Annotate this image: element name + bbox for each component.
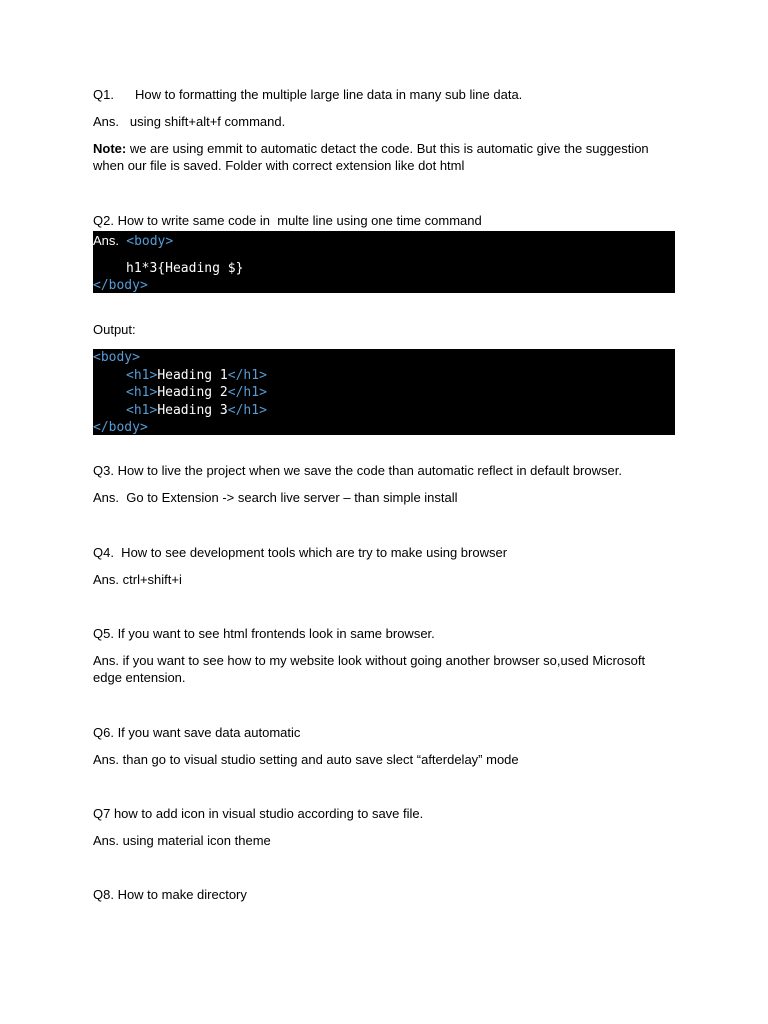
question-1: [93, 86, 675, 103]
question-7: Q7 how to add icon in visual studio according to save file.: [93, 806, 424, 821]
output-close-body-tag: </body>: [93, 420, 148, 435]
code-answer-prefix: Ans.: [93, 233, 127, 248]
note-paragraph: [93, 140, 675, 174]
document-page: [93, 86, 675, 903]
question-5: Q5. If you want to see html frontends look in same browser.: [93, 626, 435, 641]
output-line-1: <h1>Heading 1</h1>: [126, 367, 267, 383]
output-line-2: <h1>Heading 2</h1>: [126, 385, 267, 400]
output-open-body-tag: <body>: [93, 350, 140, 365]
answer-3: Ans. Go to Extension -> search live server – than simple install: [93, 490, 458, 505]
question-4: Q4. How to see development tools which are try to make using browser: [93, 545, 508, 560]
note-text: we are using emmit to automatic detact the code. But this is automatic give the suggestion when our file is saved. Folder with correct extension like dot html: [93, 141, 653, 173]
output-label: Output:: [93, 322, 136, 337]
question-2: Q2. How to write same code in multe line using one time command: [93, 213, 482, 228]
code-close-body-tag: </body>: [93, 278, 148, 293]
answer-4: Ans. ctrl+shift+i: [93, 572, 182, 587]
code-block-emmet: [93, 231, 675, 293]
question-6: Q6. If you want save data automatic: [93, 725, 301, 740]
code-open-body-tag: <body>: [126, 234, 174, 249]
answer-5: Ans. if you want to see how to my website look without going another browser so,used Microsoft edge entension.: [93, 653, 649, 685]
output-line-3: <h1>Heading 3</h1>: [126, 402, 267, 418]
answer-6: Ans. than go to visual studio setting and auto save slect “afterdelay” mode: [93, 752, 519, 767]
question-8: Q8. How to make directory: [93, 887, 247, 902]
question-1-text: How to formatting the multiple large line data in many sub line data.: [134, 87, 523, 102]
answer-1: Ans. using shift+alt+f command.: [93, 114, 286, 129]
answer-7: Ans. using material icon theme: [93, 833, 271, 848]
question-1-label: Q1.: [93, 87, 114, 102]
code-block-output: [93, 349, 675, 435]
code-emmet-abbreviation: h1*3{Heading $}: [126, 260, 244, 276]
note-label: Note:: [93, 141, 127, 156]
question-3: Q3. How to live the project when we save the code than automatic reflect in default browser.: [93, 463, 622, 478]
